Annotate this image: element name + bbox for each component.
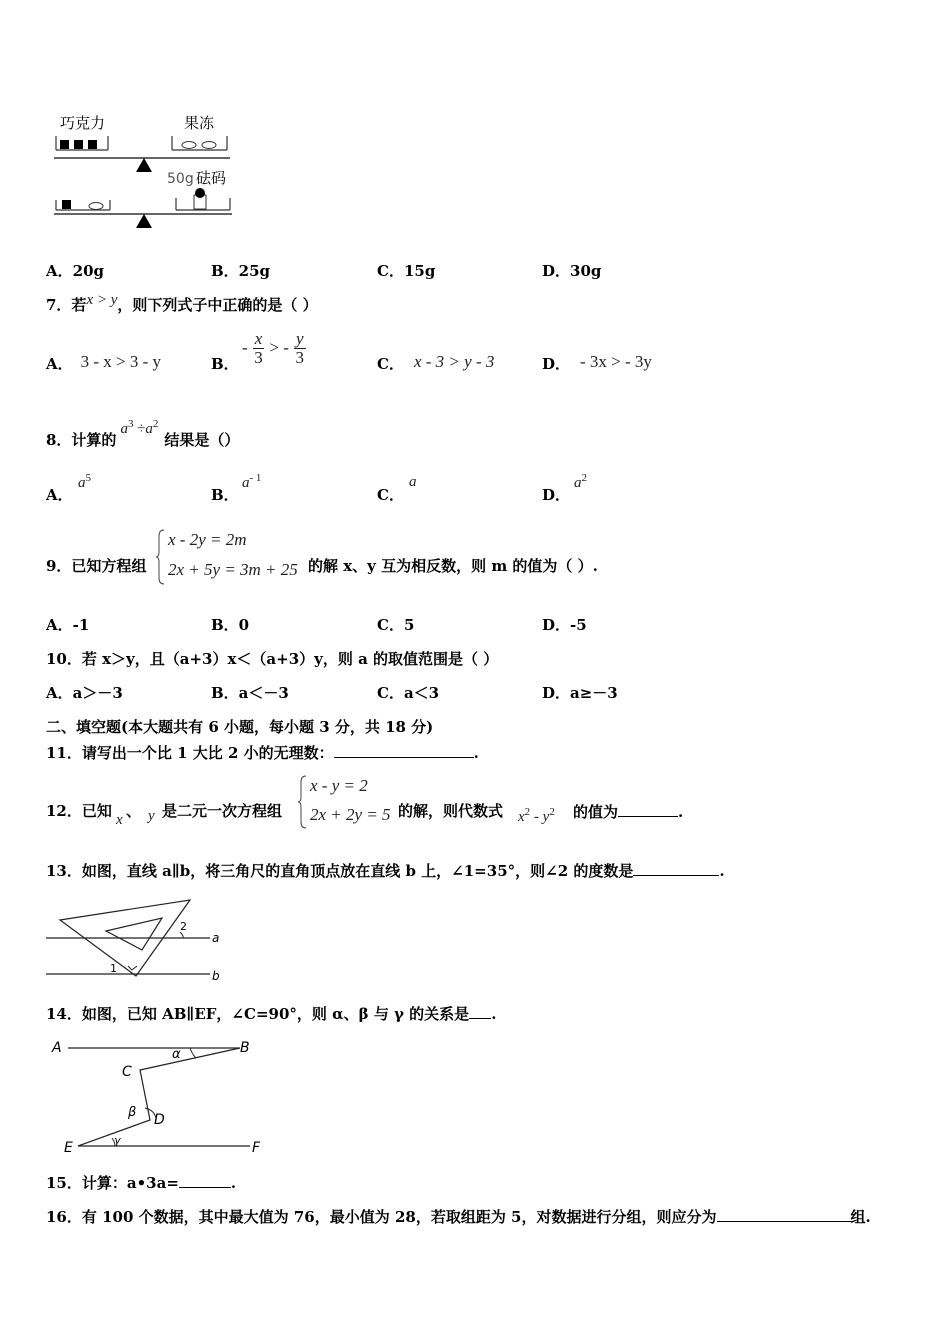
label-gamma: γ: [114, 1134, 121, 1147]
q9-stem-post: 的解 x、y 互为相反数，则 m 的值为（ ）.: [308, 557, 598, 575]
label-D: D: [154, 1112, 165, 1128]
q7-option-b-label[interactable]: B．: [211, 355, 239, 373]
q14: [46, 1004, 496, 1023]
jelly-oval: [89, 203, 103, 210]
weight-knob: [195, 188, 205, 198]
q10-option-a[interactable]: A．a＞－3: [46, 684, 123, 702]
q8-stem-post: 结果是（）: [164, 431, 240, 449]
q7-option-d-label: D．: [542, 355, 571, 373]
q16-stem: 16．有 100 个数据，其中最大值为 76，最小值为 28，若取组距为 5，对数据进行分组，则应分为: [46, 1208, 717, 1226]
q12-stem-pre: 12．已知: [46, 802, 112, 820]
q7-b-mid: > -: [269, 338, 289, 357]
bottom-scale: [54, 188, 232, 228]
q11-answer-blank[interactable]: [334, 743, 474, 758]
chocolate-block: [60, 140, 69, 149]
jelly-oval: [182, 142, 196, 149]
chocolate-block: [62, 200, 71, 209]
q8-option-a-math: $a^5$: [78, 472, 91, 491]
label-b: b: [212, 969, 220, 983]
q8-option-c-math: a: [409, 474, 417, 490]
q14-figure: [50, 1036, 272, 1158]
jelly-oval: [202, 142, 216, 149]
q7-b-frac2: $\frac{y}{3}$: [295, 329, 305, 367]
q7-stem-post: ，则下列式子中正确的是（ ）: [117, 296, 318, 314]
q15-answer-blank[interactable]: [179, 1173, 231, 1188]
q10-option-d[interactable]: D．a≥－3: [542, 684, 618, 702]
q8-option-a-label[interactable]: A．: [46, 486, 73, 504]
q8-stem-pre: 8．计算的: [46, 431, 117, 449]
label-chocolate: 巧克力: [60, 114, 106, 132]
q7-option-a-math: 3 - x > 3 - y: [80, 352, 162, 371]
q12-var-y: y: [148, 808, 155, 824]
q10-option-b[interactable]: B．a＜－3: [211, 684, 289, 702]
q13-figure: [44, 896, 234, 986]
q12-answer-blank[interactable]: [618, 802, 678, 817]
q7-option-c-math: x - 3 > y - 3: [413, 352, 495, 371]
q12-eq1: x - y = 2: [310, 776, 368, 795]
q6-option-c[interactable]: C．15g: [377, 262, 436, 280]
q6-option-a[interactable]: A．20g: [46, 262, 105, 280]
label-angle-2: 2: [180, 920, 187, 933]
q16-end: 组.: [850, 1208, 871, 1226]
q14-answer-blank[interactable]: [469, 1004, 491, 1019]
label-weight-suffix: 砝码: [196, 169, 227, 187]
q15: [46, 1173, 236, 1192]
q16: [46, 1207, 871, 1226]
q12-eq2: 2x + 2y = 5: [310, 805, 391, 824]
q14-stem: 14．如图，已知 AB∥EF，∠C=90°，则 α、β 与 γ 的关系是: [46, 1005, 470, 1023]
q7-stem: [46, 292, 318, 315]
q12-sep: 、: [126, 802, 142, 820]
q16-answer-blank[interactable]: [717, 1207, 851, 1222]
right-angle-mark: [128, 966, 137, 970]
q7-b-minus: -: [242, 338, 248, 357]
q12-stem-post: 的值为: [573, 803, 619, 821]
top-scale: [54, 136, 230, 172]
q7-stem-math: x > y: [86, 292, 118, 308]
q7-b-frac1: $\frac{x}{3}$: [254, 329, 263, 367]
zigzag-parallel-diagram: [50, 1036, 272, 1158]
label-F: F: [252, 1140, 261, 1156]
q9-equation-system: [156, 528, 306, 586]
q6-figure: [52, 110, 252, 240]
label-jelly: 果冻: [184, 114, 215, 132]
q7-option-d[interactable]: [542, 352, 652, 373]
q12-stem-post-wrap: [573, 802, 683, 821]
q9-eq1: x - 2y = 2m: [168, 530, 247, 549]
q7-stem-pre: 7．若: [46, 296, 87, 314]
label-angle-1: 1: [110, 962, 117, 975]
label-a: a: [212, 931, 220, 945]
q8-stem: [46, 418, 240, 450]
q7-option-a[interactable]: [46, 352, 162, 373]
label-E: E: [64, 1140, 73, 1156]
q13: [46, 861, 725, 880]
label-beta: β: [128, 1105, 137, 1120]
q11: [46, 743, 479, 762]
q12-var-x: x: [116, 812, 123, 828]
q7-option-c-label: C．: [377, 355, 404, 373]
q13-end: .: [719, 862, 725, 880]
q7-option-d-math: - 3x > - 3y: [580, 352, 652, 371]
q8-option-b-label[interactable]: B．: [211, 486, 239, 504]
label-B: B: [240, 1040, 250, 1056]
q12-equation-system: [298, 774, 398, 830]
q8-option-b-math: $a^{- 1}$: [242, 472, 262, 491]
q15-stem: 15．计算：a•3a=: [46, 1174, 179, 1192]
q12-brace: [298, 774, 308, 830]
q11-end: .: [473, 744, 479, 762]
q9-brace: [156, 528, 166, 586]
q9-option-d[interactable]: D．-5: [542, 616, 587, 634]
q12-stem-mid: 是二元一次方程组: [162, 802, 283, 820]
q9-stem-pre: 9．已知方程组: [46, 557, 147, 575]
q13-stem: 13．如图，直线 a∥b，将三角尺的直角顶点放在直线 b 上，∠1=35°，则∠2 的度数是: [46, 862, 634, 880]
q10-option-c[interactable]: C．a＜3: [377, 684, 440, 702]
triangle-inner: [106, 918, 162, 950]
q6-option-d[interactable]: D．30g: [542, 262, 602, 280]
zigzag-path: [78, 1048, 240, 1146]
q8-stem-math: $a^3 \div a^2$: [120, 418, 159, 437]
q8-option-c-label[interactable]: C．: [377, 486, 404, 504]
q12-end: .: [678, 803, 684, 821]
q15-end: .: [230, 1174, 237, 1192]
q12-stem-mid2: 的解，则代数式: [398, 802, 504, 820]
q7-option-c[interactable]: [377, 352, 495, 373]
q9-option-a[interactable]: A．-1: [46, 616, 90, 634]
q9-eq2: 2x + 5y = 3m + 25: [168, 560, 298, 579]
q9-option-c[interactable]: C．5: [377, 616, 415, 634]
label-weight: 50g: [167, 171, 194, 187]
q11-stem: 11．请写出一个比 1 大比 2 小的无理数：: [46, 744, 334, 762]
q7-option-a-label: A．: [46, 355, 73, 373]
label-alpha: α: [172, 1047, 181, 1062]
parallel-lines-triangle-diagram: [44, 896, 234, 986]
label-A: A: [52, 1040, 62, 1056]
chocolate-block: [88, 140, 97, 149]
q8-option-d-label[interactable]: D．: [542, 486, 571, 504]
section-2-title: 二、填空题(本大题共有 6 小题，每小题 3 分，共 18 分): [46, 718, 434, 736]
q8-option-d-math: $a^2$: [574, 472, 587, 491]
q14-end: .: [491, 1005, 497, 1023]
q7-option-b-math: [242, 330, 306, 367]
q6-option-b[interactable]: B．25g: [211, 262, 271, 280]
label-C: C: [122, 1064, 132, 1080]
balance-scale-diagram: [52, 110, 252, 240]
q9-option-b[interactable]: B．0: [211, 616, 250, 634]
q13-answer-blank[interactable]: [633, 861, 719, 876]
chocolate-block: [74, 140, 83, 149]
q12-expression: $x^2 - y^2$: [518, 806, 555, 825]
q10-stem: 10．若 x＞y，且（a+3）x＜（a+3）y，则 a 的取值范围是（ ）: [46, 650, 499, 668]
